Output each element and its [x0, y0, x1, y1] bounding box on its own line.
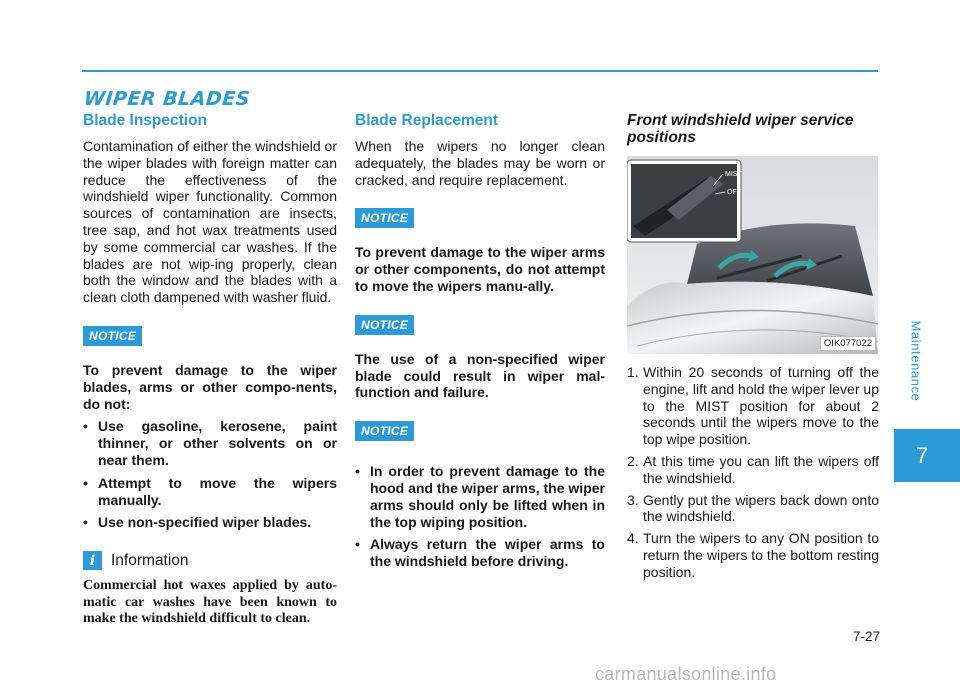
notice-badge: NOTICE [83, 326, 142, 346]
heading-service-positions: Front windshield wiper service positions [627, 112, 854, 146]
step-item [627, 364, 879, 448]
wiper-figure [627, 156, 878, 354]
notice-badge: NOTICE [355, 315, 414, 335]
side-tab-label [896, 296, 936, 426]
notice-badge: NOTICE [355, 208, 414, 228]
step-number: 3. [627, 491, 639, 508]
inspection-paragraph: Contamination of either the windshield or the wiper blades with foreign matter can reduce the effectiveness of the windshield wiper functionality. Common sources of contamination are insects, tree sap, and hot wax treatments used by some commercial car washes. If the blades are not wip-ing properly, clean both the window and the blades with a clean cloth dampened with washer fluid. [83, 138, 337, 306]
step-number: 2. [627, 452, 639, 469]
step-item [627, 453, 879, 487]
notice-text: To prevent damage to the wiper blades, arms or other compo-nents, do not: [83, 361, 337, 412]
service-steps [627, 364, 879, 581]
information-text: Commercial hot waxes applied by auto-matic car washes have been known to make the windshield difficult to clean. [83, 578, 337, 627]
side-tab-text: Maintenance [908, 320, 924, 402]
figure-code: OIK077022 [820, 336, 876, 351]
list-item: • Attempt to move the wipers manually. [83, 475, 337, 509]
top-rule [82, 70, 878, 72]
chapter-number-box: 7 [894, 429, 960, 482]
column-blade-replacement [355, 112, 605, 570]
section-title: WIPER BLADES [82, 88, 252, 110]
notice-text: The use of a non-specified wiper blade could result in wiper mal-function and failure. [355, 350, 605, 401]
step-text: Gently put the wipers back down onto the windshield. [643, 491, 879, 525]
column-service-positions [627, 112, 879, 586]
watermark: carmanualsonline.info [595, 664, 777, 684]
figure-label-off: OFF [727, 189, 741, 196]
heading-blade-inspection: Blade Inspection [83, 112, 208, 129]
list-item: • Always return the wiper arms to the windshield before driving. [355, 536, 605, 570]
figure-label-mist: MIST [725, 171, 742, 178]
column-blade-inspection [83, 112, 337, 628]
information-header [83, 551, 337, 570]
car-windshield-illustration [627, 156, 878, 354]
list-item: • Use gasoline, kerosene, paint thinner, or other solvents on or near them. [83, 418, 337, 468]
notice-list [355, 463, 605, 570]
step-text: Turn the wipers to any ON position to return the wipers to the bottom resting position. [643, 530, 879, 580]
notice-badge: NOTICE [355, 421, 414, 441]
step-number: 4. [627, 530, 639, 547]
list-item: • In order to prevent damage to the hood and the wiper arms, the wiper arms should only be lifted when in the top wiping position. [355, 463, 605, 530]
step-item [627, 530, 879, 580]
step-number: 1. [627, 364, 639, 380]
step-text: At this time you can lift the wipers off the windshield. [643, 452, 879, 486]
list-item: • Use non-specified wiper blades. [83, 514, 337, 531]
notice-text: To prevent damage to the wiper arms or other components, do not attempt to move the wipers manu-ally. [355, 244, 605, 294]
notice-list [83, 418, 337, 531]
replacement-paragraph: When the wipers no longer clean adequately, the blades may be worn or cracked, and require replacement. [355, 138, 605, 188]
information-title: Information [111, 551, 189, 569]
step-item [627, 492, 879, 526]
step-text: Within 20 seconds of turning off the engine, lift and hold the wiper lever up to the MIST position for about 2 seconds until the wipers move to the top wipe position. [643, 364, 879, 448]
page-number: 7-27 [852, 629, 880, 644]
info-icon: i [83, 551, 102, 570]
heading-blade-replacement: Blade Replacement [355, 112, 498, 129]
